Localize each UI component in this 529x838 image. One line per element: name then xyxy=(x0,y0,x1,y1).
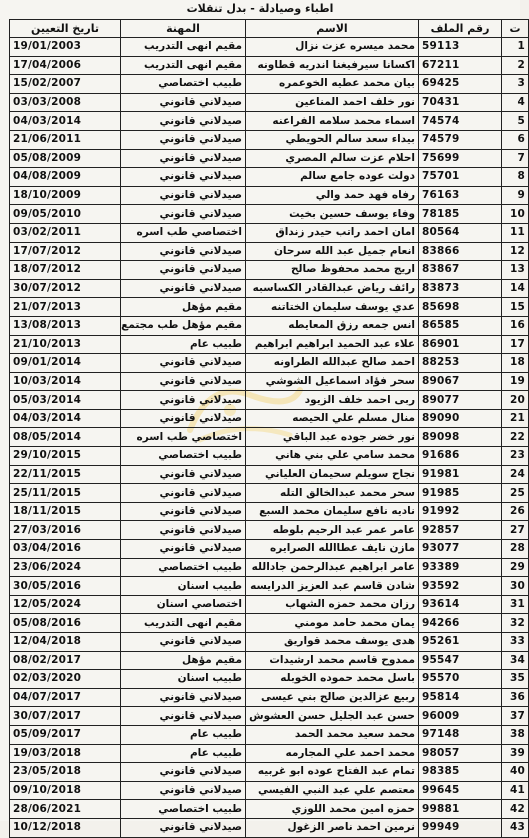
cell-file-number: 80564 xyxy=(419,223,502,242)
cell-serial: 32 xyxy=(502,614,529,633)
cell-file-number: 78185 xyxy=(419,205,502,224)
cell-profession: صيدلاني قانوني xyxy=(121,540,246,559)
cell-appointment-date: 05/08/2016 xyxy=(10,614,121,633)
cell-profession: صيدلاني قانوني xyxy=(121,354,246,373)
cell-appointment-date: 10/12/2018 xyxy=(10,818,121,837)
cell-profession: صيدلاني قانوني xyxy=(121,484,246,503)
cell-name: سحر محمد عبدالخالق التله xyxy=(246,484,419,503)
cell-appointment-date: 17/07/2012 xyxy=(10,242,121,261)
cell-name: ناديه نافع سليمان محمد السبع xyxy=(246,502,419,521)
cell-name: عدي يوسف سليمان الختاتنه xyxy=(246,298,419,317)
cell-file-number: 75699 xyxy=(419,149,502,168)
cell-serial: 20 xyxy=(502,391,529,410)
cell-name: حمزه امين محمد اللوزي xyxy=(246,800,419,819)
table-row xyxy=(10,279,529,298)
cell-file-number: 94266 xyxy=(419,614,502,633)
cell-name: نور خلف احمد المناعين xyxy=(246,93,419,112)
cell-serial: 25 xyxy=(502,484,529,503)
cell-appointment-date: 30/07/2012 xyxy=(10,279,121,298)
cell-profession: صيدلاني قانوني xyxy=(121,242,246,261)
cell-file-number: 83867 xyxy=(419,261,502,280)
cell-name: معتصم علي عبد النبي الفيسي xyxy=(246,781,419,800)
cell-serial: 17 xyxy=(502,335,529,354)
cell-appointment-date: 05/03/2014 xyxy=(10,391,121,410)
cell-serial: 5 xyxy=(502,112,529,131)
cell-file-number: 75701 xyxy=(419,168,502,187)
table-header-row xyxy=(10,20,529,38)
cell-file-number: 76163 xyxy=(419,186,502,205)
cell-file-number: 91686 xyxy=(419,447,502,466)
table-row xyxy=(10,614,529,633)
cell-appointment-date: 29/10/2015 xyxy=(10,447,121,466)
table-row xyxy=(10,372,529,391)
cell-name: نور خضر جوده عبد الباقي xyxy=(246,428,419,447)
table-row xyxy=(10,316,529,335)
cell-file-number: 89098 xyxy=(419,428,502,447)
cell-serial: 36 xyxy=(502,688,529,707)
cell-profession: صيدلاني قانوني xyxy=(121,763,246,782)
cell-name: اسماء محمد سلامه الفراعنه xyxy=(246,112,419,131)
cell-file-number: 91985 xyxy=(419,484,502,503)
cell-profession: صيدلاني قانوني xyxy=(121,818,246,837)
cell-file-number: 99949 xyxy=(419,818,502,837)
table-row xyxy=(10,149,529,168)
table-row xyxy=(10,391,529,410)
cell-file-number: 93389 xyxy=(419,558,502,577)
cell-serial: 14 xyxy=(502,279,529,298)
cell-file-number: 95547 xyxy=(419,651,502,670)
cell-file-number: 97148 xyxy=(419,725,502,744)
table-row xyxy=(10,818,529,837)
cell-file-number: 67211 xyxy=(419,56,502,75)
cell-appointment-date: 04/03/2014 xyxy=(10,112,121,131)
cell-name: بيان محمد عطيه الخوعمره xyxy=(246,75,419,94)
table-row xyxy=(10,298,529,317)
cell-file-number: 89090 xyxy=(419,409,502,428)
cell-appointment-date: 04/03/2014 xyxy=(10,409,121,428)
cell-appointment-date: 18/10/2009 xyxy=(10,186,121,205)
cell-profession: طبيب اختصاصي xyxy=(121,447,246,466)
cell-serial: 35 xyxy=(502,670,529,689)
cell-serial: 37 xyxy=(502,707,529,726)
table-row xyxy=(10,261,529,280)
table-row xyxy=(10,186,529,205)
cell-serial: 13 xyxy=(502,261,529,280)
cell-name: بيداء سعد سالم الحويطي xyxy=(246,130,419,149)
table-row xyxy=(10,744,529,763)
header-date: تاريخ التعيين xyxy=(10,20,121,38)
cell-appointment-date: 08/05/2014 xyxy=(10,428,121,447)
cell-serial: 39 xyxy=(502,744,529,763)
cell-serial: 2 xyxy=(502,56,529,75)
cell-serial: 16 xyxy=(502,316,529,335)
cell-profession: مقيم انهى التدريب xyxy=(121,56,246,75)
table-row xyxy=(10,707,529,726)
cell-appointment-date: 09/01/2014 xyxy=(10,354,121,373)
cell-name: رفاه فهد حمد والي xyxy=(246,186,419,205)
cell-serial: 30 xyxy=(502,577,529,596)
table-row xyxy=(10,651,529,670)
table-row xyxy=(10,56,529,75)
cell-file-number: 99645 xyxy=(419,781,502,800)
cell-appointment-date: 05/09/2017 xyxy=(10,725,121,744)
cell-file-number: 98057 xyxy=(419,744,502,763)
cell-serial: 18 xyxy=(502,354,529,373)
cell-profession: صيدلاني قانوني xyxy=(121,633,246,652)
cell-appointment-date: 25/11/2015 xyxy=(10,484,121,503)
cell-serial: 8 xyxy=(502,168,529,187)
cell-profession: طبيب اختصاصي xyxy=(121,75,246,94)
cell-file-number: 88253 xyxy=(419,354,502,373)
table-row xyxy=(10,242,529,261)
cell-name: انس جمعه رزق المعايطه xyxy=(246,316,419,335)
cell-file-number: 83873 xyxy=(419,279,502,298)
table-row xyxy=(10,354,529,373)
cell-serial: 6 xyxy=(502,130,529,149)
cell-profession: طبيب اختصاصي xyxy=(121,800,246,819)
cell-profession: صيدلاني قانوني xyxy=(121,409,246,428)
cell-name: انعام جميل عبد الله سرحان xyxy=(246,242,419,261)
cell-name: محمد احمد علي المجارمه xyxy=(246,744,419,763)
cell-profession: طبيب عام xyxy=(121,744,246,763)
cell-file-number: 70431 xyxy=(419,93,502,112)
cell-appointment-date: 13/08/2013 xyxy=(10,316,121,335)
cell-profession: مقيم مؤهل xyxy=(121,651,246,670)
cell-appointment-date: 30/05/2016 xyxy=(10,577,121,596)
table-row xyxy=(10,168,529,187)
cell-appointment-date: 23/05/2018 xyxy=(10,763,121,782)
table-row xyxy=(10,223,529,242)
cell-serial: 23 xyxy=(502,447,529,466)
cell-profession: مقيم انهى التدريب xyxy=(121,38,246,57)
cell-name: تمام عبد الفتاح عوده ابو غربيه xyxy=(246,763,419,782)
cell-profession: صيدلاني قانوني xyxy=(121,130,246,149)
cell-file-number: 69425 xyxy=(419,75,502,94)
cell-serial: 40 xyxy=(502,763,529,782)
cell-profession: مقيم مؤهل طب مجتمع xyxy=(121,316,246,335)
cell-serial: 4 xyxy=(502,93,529,112)
cell-appointment-date: 12/05/2024 xyxy=(10,595,121,614)
cell-file-number: 99881 xyxy=(419,800,502,819)
cell-serial: 19 xyxy=(502,372,529,391)
cell-profession: مقيم مؤهل xyxy=(121,298,246,317)
cell-file-number: 95814 xyxy=(419,688,502,707)
table-row xyxy=(10,688,529,707)
cell-appointment-date: 09/05/2010 xyxy=(10,205,121,224)
cell-appointment-date: 15/02/2007 xyxy=(10,75,121,94)
cell-appointment-date: 05/08/2009 xyxy=(10,149,121,168)
cell-appointment-date: 21/07/2013 xyxy=(10,298,121,317)
cell-serial: 22 xyxy=(502,428,529,447)
table-row xyxy=(10,465,529,484)
cell-profession: طبيب عام xyxy=(121,335,246,354)
cell-profession: صيدلاني قانوني xyxy=(121,688,246,707)
cell-profession: صيدلاني قانوني xyxy=(121,279,246,298)
cell-file-number: 91981 xyxy=(419,465,502,484)
cell-profession: صيدلاني قانوني xyxy=(121,465,246,484)
cell-profession: صيدلاني قانوني xyxy=(121,205,246,224)
cell-name: منال مسلم علي الحيصه xyxy=(246,409,419,428)
cell-file-number: 86901 xyxy=(419,335,502,354)
cell-serial: 3 xyxy=(502,75,529,94)
cell-name: دولت عوده جامع سالم xyxy=(246,168,419,187)
cell-appointment-date: 03/04/2016 xyxy=(10,540,121,559)
cell-profession: صيدلاني قانوني xyxy=(121,168,246,187)
table-row xyxy=(10,112,529,131)
cell-profession: صيدلاني قانوني xyxy=(121,781,246,800)
cell-appointment-date: 17/04/2006 xyxy=(10,56,121,75)
cell-appointment-date: 27/03/2016 xyxy=(10,521,121,540)
cell-appointment-date: 04/08/2009 xyxy=(10,168,121,187)
header-serial: ت xyxy=(502,20,529,38)
cell-name: احلام عزت سالم المصري xyxy=(246,149,419,168)
table-row xyxy=(10,428,529,447)
cell-name: مازن نايف عطاالله الصرايره xyxy=(246,540,419,559)
header-file-number: رقم الملف xyxy=(419,20,502,38)
table-row xyxy=(10,93,529,112)
cell-profession: اختصاصي اسنان xyxy=(121,595,246,614)
cell-serial: 41 xyxy=(502,781,529,800)
cell-file-number: 74574 xyxy=(419,112,502,131)
page-title: اطباء وصيادلة - بدل تنقلات xyxy=(186,2,334,15)
cell-serial: 7 xyxy=(502,149,529,168)
table-row xyxy=(10,447,529,466)
cell-file-number: 85698 xyxy=(419,298,502,317)
table-row xyxy=(10,595,529,614)
table-body xyxy=(10,38,529,838)
table-row xyxy=(10,335,529,354)
cell-name: حسن عبد الجليل حسن العشوش xyxy=(246,707,419,726)
cell-serial: 26 xyxy=(502,502,529,521)
cell-name: امان احمد راتب حيدر زنداق xyxy=(246,223,419,242)
cell-file-number: 89067 xyxy=(419,372,502,391)
cell-profession: صيدلاني قانوني xyxy=(121,112,246,131)
cell-name: نجاح سويلم سحيمان العلياني xyxy=(246,465,419,484)
table-row xyxy=(10,409,529,428)
cell-serial: 33 xyxy=(502,633,529,652)
cell-name: ربيع عزالدين صالح بني عيسى xyxy=(246,688,419,707)
cell-serial: 24 xyxy=(502,465,529,484)
cell-serial: 15 xyxy=(502,298,529,317)
cell-appointment-date: 19/01/2003 xyxy=(10,38,121,57)
cell-name: يمان محمد حامد مومني xyxy=(246,614,419,633)
cell-name: احمد صالح عبدالله الطراونه xyxy=(246,354,419,373)
cell-appointment-date: 03/03/2008 xyxy=(10,93,121,112)
cell-file-number: 95570 xyxy=(419,670,502,689)
cell-file-number: 74579 xyxy=(419,130,502,149)
cell-appointment-date: 18/11/2015 xyxy=(10,502,121,521)
table-row xyxy=(10,670,529,689)
cell-file-number: 98385 xyxy=(419,763,502,782)
cell-name: ممدوح قاسم محمد ارشيدات xyxy=(246,651,419,670)
cell-name: اكسانا سيرفيغنا اندريه قطاونه xyxy=(246,56,419,75)
cell-profession: صيدلاني قانوني xyxy=(121,707,246,726)
cell-name: سحر فؤاد اسماعيل الشوشي xyxy=(246,372,419,391)
cell-serial: 42 xyxy=(502,800,529,819)
cell-name: هدى يوسف محمد قواريق xyxy=(246,633,419,652)
cell-serial: 21 xyxy=(502,409,529,428)
cell-serial: 38 xyxy=(502,725,529,744)
cell-name: ربى احمد خلف الزيود xyxy=(246,391,419,410)
cell-appointment-date: 08/02/2017 xyxy=(10,651,121,670)
cell-name: محمد سامي علي بني هاني xyxy=(246,447,419,466)
cell-file-number: 95261 xyxy=(419,633,502,652)
header-name: الاسم xyxy=(246,20,419,38)
cell-profession: مقيم انهى التدريب xyxy=(121,614,246,633)
cell-name: علاء عبد الحميد ابراهيم ابراهيم xyxy=(246,335,419,354)
cell-serial: 1 xyxy=(502,38,529,57)
cell-name: شادن قاسم عبد العزيز الدرايسه xyxy=(246,577,419,596)
cell-file-number: 96009 xyxy=(419,707,502,726)
cell-appointment-date: 21/06/2011 xyxy=(10,130,121,149)
cell-serial: 12 xyxy=(502,242,529,261)
cell-name: وفاء يوسف حسين بخيت xyxy=(246,205,419,224)
cell-serial: 31 xyxy=(502,595,529,614)
table-row xyxy=(10,540,529,559)
cell-appointment-date: 09/10/2018 xyxy=(10,781,121,800)
cell-serial: 11 xyxy=(502,223,529,242)
table-row xyxy=(10,633,529,652)
cell-name: رائف رياض عبدالقادر الكساسبه xyxy=(246,279,419,298)
cell-profession: صيدلاني قانوني xyxy=(121,372,246,391)
cell-appointment-date: 03/02/2011 xyxy=(10,223,121,242)
cell-appointment-date: 04/07/2017 xyxy=(10,688,121,707)
cell-profession: صيدلاني قانوني xyxy=(121,149,246,168)
cell-serial: 29 xyxy=(502,558,529,577)
cell-appointment-date: 23/06/2024 xyxy=(10,558,121,577)
cell-profession: طبيب عام xyxy=(121,725,246,744)
cell-serial: 10 xyxy=(502,205,529,224)
table-row xyxy=(10,800,529,819)
cell-serial: 43 xyxy=(502,818,529,837)
cell-file-number: 89077 xyxy=(419,391,502,410)
cell-file-number: 83866 xyxy=(419,242,502,261)
cell-name: عامر ابراهيم عبدالرحمن جادالله xyxy=(246,558,419,577)
table-row xyxy=(10,558,529,577)
cell-file-number: 93592 xyxy=(419,577,502,596)
table-row xyxy=(10,75,529,94)
cell-profession: طبيب اسنان xyxy=(121,670,246,689)
cell-file-number: 92857 xyxy=(419,521,502,540)
cell-name: باسل محمد حموده الخوبله xyxy=(246,670,419,689)
cell-file-number: 91992 xyxy=(419,502,502,521)
table-row xyxy=(10,205,529,224)
table-row xyxy=(10,484,529,503)
cell-appointment-date: 10/03/2014 xyxy=(10,372,121,391)
cell-appointment-date: 21/10/2013 xyxy=(10,335,121,354)
cell-name: اريج محمد محفوظ صالح xyxy=(246,261,419,280)
cell-name: محمد ميسره عزت نزال xyxy=(246,38,419,57)
table-row xyxy=(10,502,529,521)
table-row xyxy=(10,781,529,800)
header-profession: المهنة xyxy=(121,20,246,38)
cell-file-number: 93077 xyxy=(419,540,502,559)
cell-file-number: 93614 xyxy=(419,595,502,614)
cell-name: محمد سعيد محمد الحمد xyxy=(246,725,419,744)
cell-profession: صيدلاني قانوني xyxy=(121,93,246,112)
cell-profession: اختصاصي طب اسره xyxy=(121,428,246,447)
cell-serial: 27 xyxy=(502,521,529,540)
cell-file-number: 86585 xyxy=(419,316,502,335)
cell-profession: طبيب اختصاصي xyxy=(121,558,246,577)
cell-file-number: 59113 xyxy=(419,38,502,57)
table-row xyxy=(10,130,529,149)
cell-profession: طبيب اسنان xyxy=(121,577,246,596)
cell-profession: صيدلاني قانوني xyxy=(121,261,246,280)
cell-appointment-date: 12/04/2018 xyxy=(10,633,121,652)
cell-appointment-date: 02/03/2020 xyxy=(10,670,121,689)
cell-profession: صيدلاني قانوني xyxy=(121,502,246,521)
table-row xyxy=(10,521,529,540)
cell-appointment-date: 30/07/2017 xyxy=(10,707,121,726)
table-row xyxy=(10,577,529,596)
cell-appointment-date: 28/06/2021 xyxy=(10,800,121,819)
cell-name: نرمين احمد ناصر الزغول xyxy=(246,818,419,837)
staff-table xyxy=(9,19,529,838)
cell-name: عامر عمر عبد الرحيم بلوطه xyxy=(246,521,419,540)
cell-serial: 9 xyxy=(502,186,529,205)
table-row xyxy=(10,38,529,57)
cell-name: رزان محمد حمزه الشهاب xyxy=(246,595,419,614)
cell-profession: صيدلاني قانوني xyxy=(121,391,246,410)
cell-serial: 34 xyxy=(502,651,529,670)
table-row xyxy=(10,763,529,782)
cell-profession: صيدلاني قانوني xyxy=(121,186,246,205)
cell-appointment-date: 22/11/2015 xyxy=(10,465,121,484)
cell-profession: صيدلاني قانوني xyxy=(121,521,246,540)
table-row xyxy=(10,725,529,744)
cell-serial: 28 xyxy=(502,540,529,559)
cell-profession: اختصاصي طب اسره xyxy=(121,223,246,242)
cell-appointment-date: 19/03/2018 xyxy=(10,744,121,763)
cell-appointment-date: 18/07/2012 xyxy=(10,261,121,280)
